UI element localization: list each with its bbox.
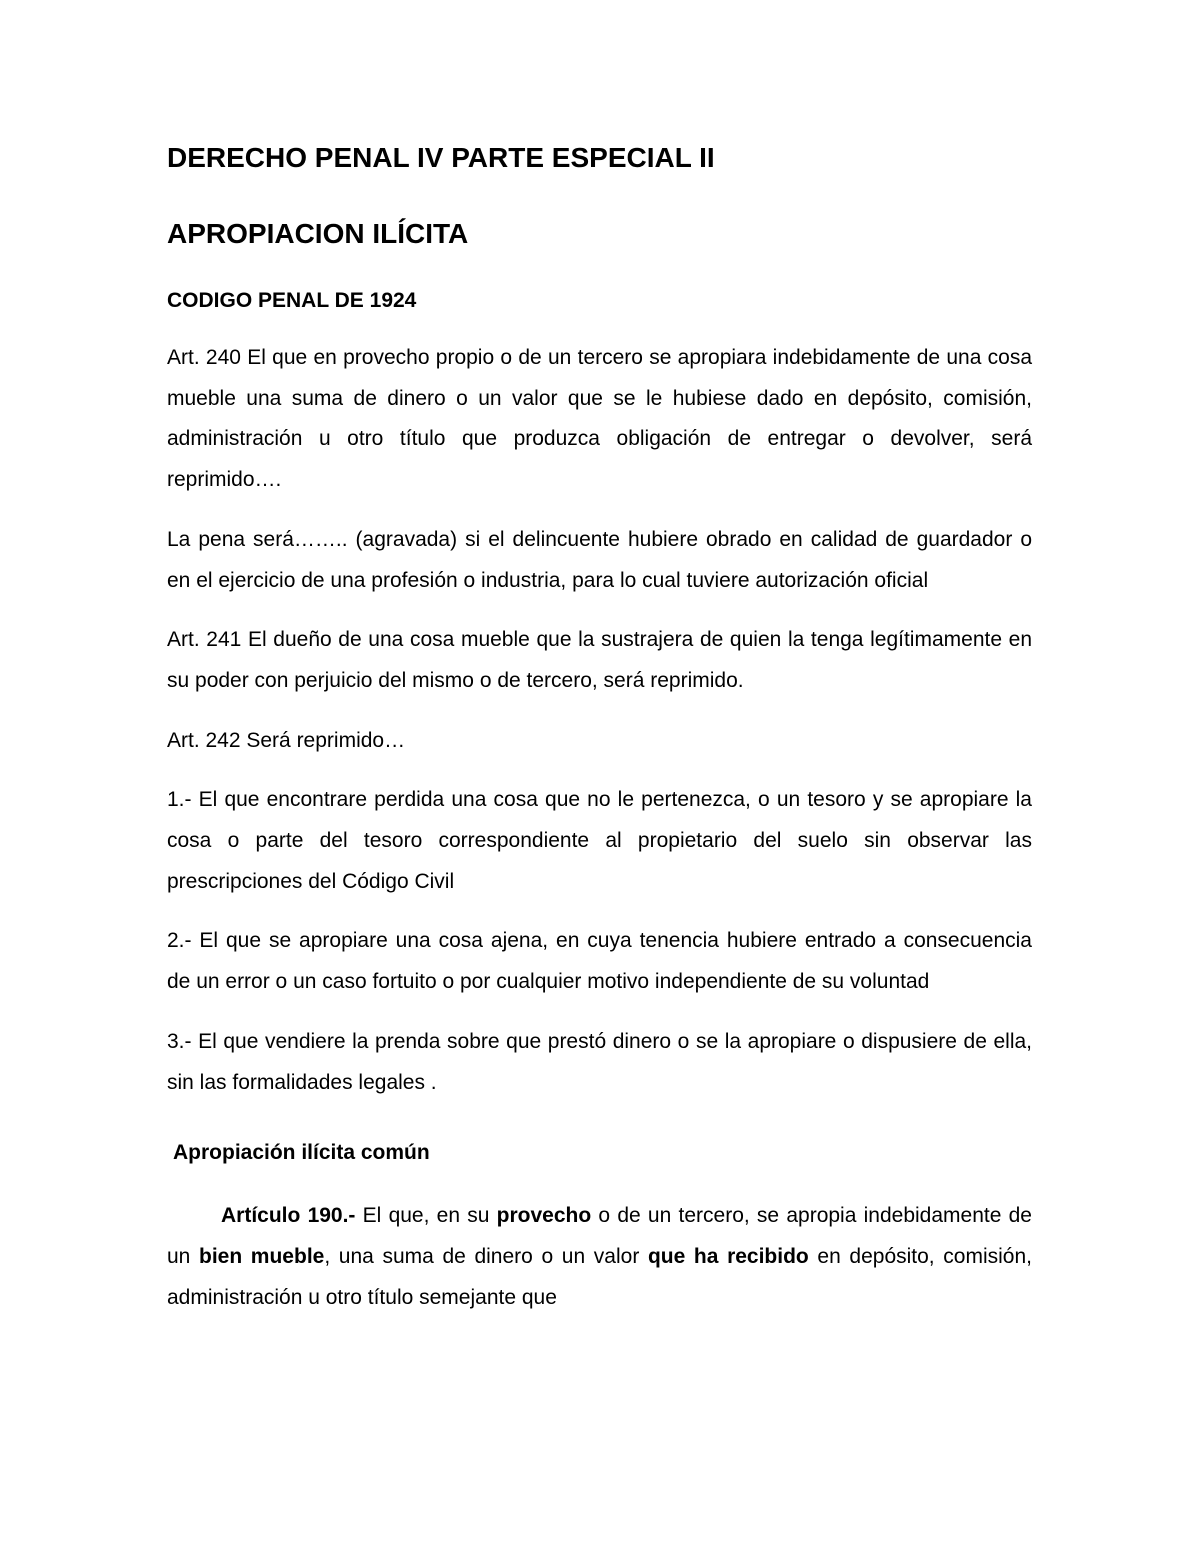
paragraph-article-190 [167,1196,1032,1318]
section-heading: Apropiación ilícita común [173,1141,430,1165]
code-heading: CODIGO PENAL DE 1924 [167,289,417,312]
article-190-text-1: El que, en su [355,1204,497,1228]
document-page [167,138,1032,1337]
article-190-text-4: en depósito, comisión, administración u otro título semejante que [167,1244,1032,1309]
article-190-label: Artículo 190.- [221,1204,356,1228]
paragraph-aggravated-penalty: La pena será…….. (agravada) si el delincuente hubiere obrado en calidad de guardador o en el ejercicio de una profesión o industria, para lo cual tuviere autorización oficial [167,527,1032,592]
paragraph-item-1: 1.- El que encontrare perdida una cosa que no le pertenezca, o un tesoro y se apropiare la cosa o parte del tesoro correspondiente al propietario del suelo sin observar las prescripciones del Código Civil [167,788,1032,893]
article-190-bold-3: que ha recibido [647,1244,809,1268]
paragraph-art-241: Art. 241 El dueño de una cosa mueble que la sustrajera de quien la tenga legítimamente en su poder con perjuicio del mismo o de tercero, será reprimido. [167,628,1032,692]
document-title: DERECHO PENAL IV PARTE ESPECIAL II [167,142,715,173]
paragraph-item-3: 3.- El que vendiere la prenda sobre que prestó dinero o se la apropiare o dispusiere de ella, sin las formalidades legales . [167,1029,1032,1094]
paragraph-art-242: Art. 242 Será reprimido… [167,728,406,752]
paragraph-art-240: Art. 240 El que en provecho propio o de un tercero se apropiara indebidamente de una cosa mueble una suma de dinero o un valor que se le hubiese dado en depósito, comisión, administración u otro título que produzca obligación de entregar o devolver, será reprimido…. [167,346,1032,492]
document-subtitle: APROPIACION ILÍCITA [167,218,469,249]
article-190-bold-2: bien mueble [199,1244,325,1268]
paragraph-item-2: 2.- El que se apropiare una cosa ajena, en cuya tenencia hubiere entrado a consecuencia de un error o un caso fortuito o por cualquier motivo independiente de su voluntad [167,929,1032,994]
article-190-text-2: o de un tercero, se apropia indebidamente de un [167,1204,1032,1268]
article-190-bold-1: provecho [496,1204,592,1228]
article-190-text-3: , una suma de dinero o un valor [324,1244,648,1268]
